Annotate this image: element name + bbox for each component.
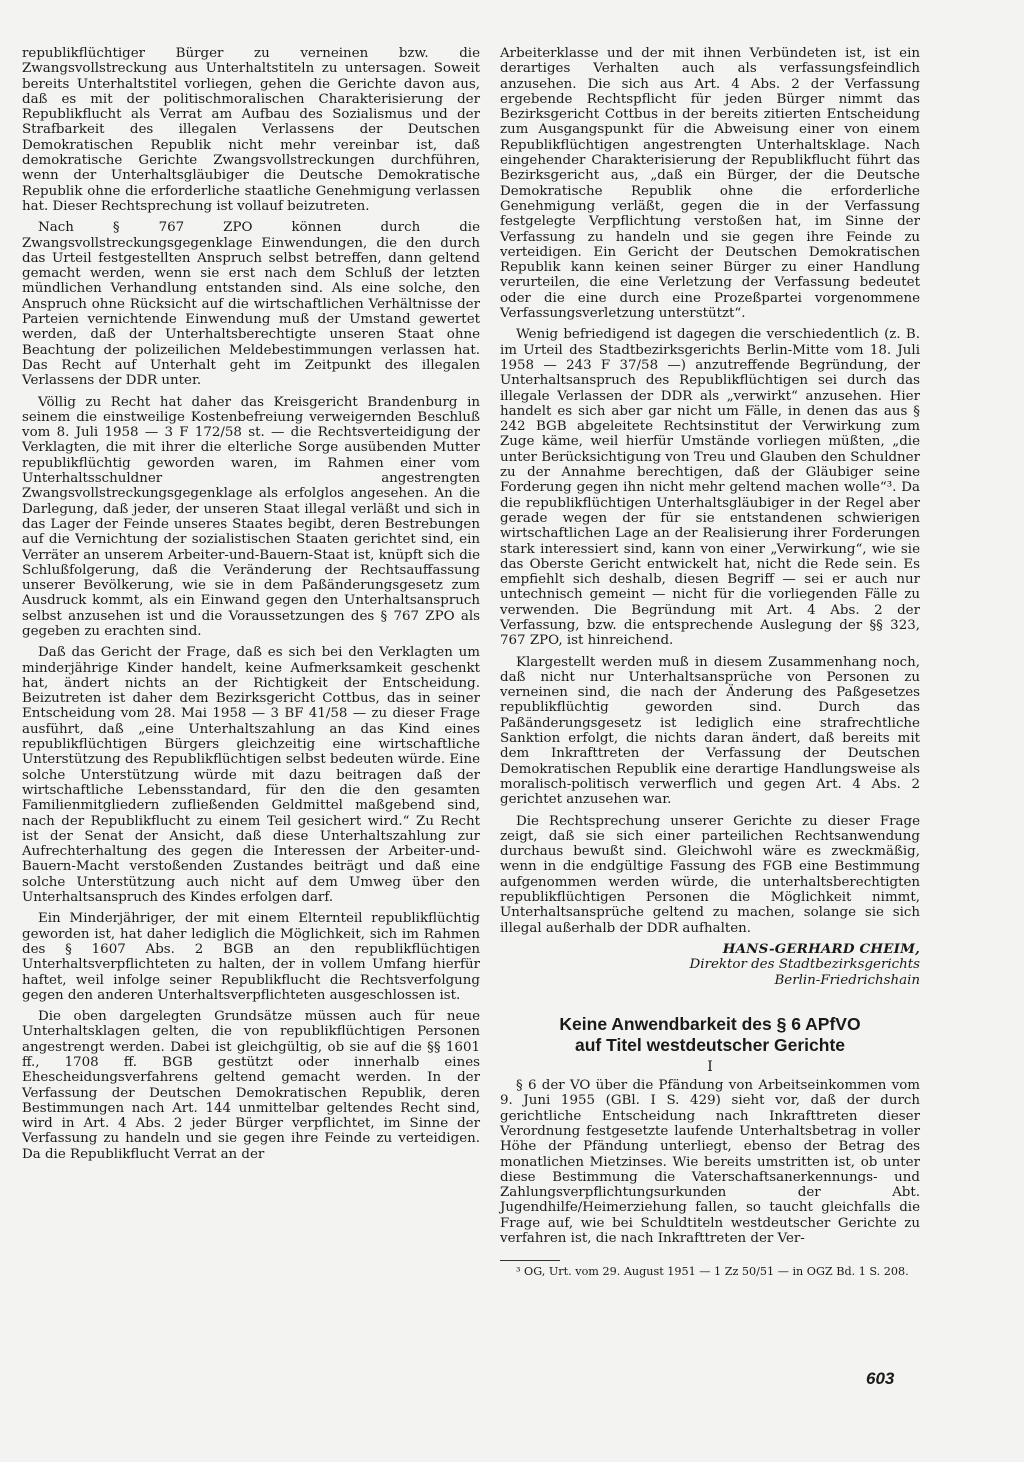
footnote-divider — [500, 1260, 560, 1261]
section-heading-line: auf Titel westdeutscher Gerichte — [574, 1034, 846, 1055]
paragraph: Nach § 767 ZPO können durch die Zwangsvollstreckungsgegenklage Einwendungen, die den durch das Urteil festgestellten Anspruch selbst betreffen, dann geltend gemacht werden, wenn sie erst nach dem Schluß der letzten mündlichen Verhandlung entstanden sind. Als eine solche, den Anspruch ohne Rücksicht auf die wirtschaftlichen Verhältnisse der Parteien vernichtende Einwendung muß der Umstand gewertet werden, daß der Unterhaltsberechtigte unseren Staat ohne Beachtung der polizeilichen Meldebestimmungen verlassen hat. Das Recht auf Unterhalt geht im Zeitpunkt des illegalen Verlassens der DDR unter. — [22, 220, 480, 389]
paragraph: Die oben dargelegten Grundsätze müssen auch für neue Unterhaltsklagen gelten, die von republikflüchtigen Personen angestrengt werden. Dabei ist gleichgültig, ob sie auf die §§ 1601 ff., 1708 ff. BGB gestützt oder innerhalb eines Ehescheidungsverfahrens geltend gemacht werden. In der Verfassung der Deutschen Demokratischen Republik, deren Bestimmungen nach Art. 144 unmittelbar geltendes Recht sind, wird in Art. 4 Abs. 2 jeder Bürger verpflichtet, im Sinne der Verfassung zu handeln und sie gegen ihre Feinde zu verteidigen. Da die Republikflucht Verrat an der — [22, 1009, 480, 1162]
section-heading — [500, 1014, 920, 1056]
paragraph: Arbeiterklasse und der mit ihnen Verbündeten ist, ist ein derartiges Verhalten auch als verfassungsfeindlich anzusehen. Die sich aus Art. 4 Abs. 2 der Verfassung ergebende Rechtspflicht für jeden Bürger nimmt das Bezirksgericht Cottbus in der bereits zitierten Entscheidung zum Ausgangspunkt für die Abweisung einer von einem Republikflüchtigen angestrengten Unterhaltsklage. Nach eingehender Charakterisierung der Republikflucht führt das Bezirksgericht aus, „daß ein Bürger, der die Deutsche Demokratische Republik ohne die erforderliche Genehmigung verläßt, gegen die in der Verfassung festgelegte Verpflichtung verstoßen hat, im Sinne der Verfassung zu handeln und sie gegen ihre Feinde zu verteidigen. Ein Gericht der Deutschen Demokratischen Republik kann keinen seiner Bürger zu einer Handlung verurteilen, die eine Verletzung der Verfassung bedeutet oder die eine durch eine Prozeßpartei vorgenommene Verfassungsverletzung unterstützt“. — [500, 46, 920, 322]
paragraph: § 6 der VO über die Pfändung von Arbeitseinkommen vom 9. Juni 1955 (GBl. I S. 429) sieht vor, daß der durch gerichtliche Entscheidung nach Inkrafttreten dieser Verordnung festgesetzte laufende Unterhaltsbetrag in voller Höhe der Pfändung unterliegt, ebenso der Betrag des monatlichen Mietzinses. Wie bereits umstritten ist, ob unter diese Bestimmung die Vaterschaftsanerkennungs- und Zahlungsverpflichtungsurkunden der Abt. Jugendhilfe/Heimerziehung fallen, so taucht gleichfalls die Frage auf, wie bei Schuldtiteln westdeutscher Gerichte zu verfahren ist, die nach Inkrafttreten der Ver- — [500, 1078, 920, 1247]
paragraph: Wenig befriedigend ist dagegen die verschiedentlich (z. B. im Urteil des Stadtbezirksgerichts Berlin-Mitte vom 18. Juli 1958 — 243 F 37/58 —) anzutreffende Begründung, der Unterhaltsanspruch des Republikflüchtigen sei durch das illegale Verlassen der DDR als „verwirkt“ anzusehen. Hier handelt es sich aber gar nicht um Fälle, in denen das aus § 242 BGB abgeleitete Rechtsinstitut der Verwirkung zum Zuge käme, weil hierfür Umstände vorliegen müßten, „die unter Berücksichtigung von Treu und Glauben den Schuldner zu der Annahme berechtigen, daß der Gläubiger seine Forderung gegen ihn nicht mehr geltend machen wolle“³. Da die republikflüchtigen Unterhaltsgläubiger in der Regel aber gerade wegen der für sie entstandenen schwierigen wirtschaftlichen Lage an der Realisierung ihrer Forderungen stark interessiert sind, kann von einer „Verwirkung“, wie sie das Oberste Gericht entwickelt hat, nicht die Rede sein. Es empfiehlt sich deshalb, diesen Begriff — sei er auch nur untechnisch gemeint — nicht für die vorliegenden Fälle zu verwenden. Die Begründung mit Art. 4 Abs. 2 der Verfassung, bzw. die entsprechende Auslegung der §§ 323, 767 ZPO, ist hinreichend. — [500, 327, 920, 649]
page-number: 603 — [866, 1369, 895, 1388]
paragraph: republikflüchtiger Bürger zu verneinen bzw. die Zwangsvollstreckung aus Unterhaltstiteln zu untersagen. Soweit bereits Unterhaltstitel vorliegen, gehen die Gerichte davon aus, daß es mit der politischmoralischen Charakterisierung der Republikflucht als Verrat am Aufbau des Sozialismus und der Strafbarkeit des illegalen Verlassens der Deutschen Demokratischen Republik nicht mehr vereinbar ist, daß demokratische Gerichte Zwangsvollstreckungen durchführen, wenn der Unterhaltsgläubiger die Deutsche Demokratische Republik ohne die erforderliche staatliche Genehmigung verlassen hat. Dieser Rechtsprechung ist vollauf beizutreten. — [22, 46, 480, 214]
author-court: Berlin-Friedrichshain — [774, 972, 920, 988]
section-number: I — [707, 1058, 713, 1075]
author-signature — [500, 942, 920, 988]
paragraph: Klargestellt werden muß in diesem Zusammenhang noch, daß nicht nur Unterhaltsansprüche von Personen zu verneinen sind, die nach der Änderung des Paßgesetzes republikflüchtig geworden sind. Durch das Paßänderungsgesetz ist lediglich eine strafrechtliche Sanktion erfolgt, die nichts daran ändert, daß bereits mit dem Inkrafttreten der Verfassung der Deutschen Demokratischen Republik eine derartige Handlungsweise als moralisch-politisch verwerflich und gegen Art. 4 Abs. 2 gerichtet anzusehen war. — [500, 654, 920, 808]
right-column — [500, 46, 920, 1284]
paragraph: Die Rechtsprechung unserer Gerichte zu dieser Frage zeigt, daß sie sich einer parteilichen Rechtsanwendung durchaus bewußt sind. Gleichwohl wäre es zweckmäßig, wenn in die endgültige Fassung des FGB eine Bestimmung aufgenommen werden würde, die unterhaltsberechtigten republikflüchtigen Personen die Möglichkeit nimmt, Unterhaltsansprüche geltend zu machen, solange sie sich illegal außerhalb der DDR aufhalten. — [500, 813, 920, 936]
left-column — [22, 46, 480, 1168]
author-title: Direktor des Stadtbezirksgerichts — [689, 957, 920, 973]
paragraph: Völlig zu Recht hat daher das Kreisgericht Brandenburg in seinem die einstweilige Kostenbefreiung verweigernden Beschluß vom 8. Juli 1958 — 3 F 172/58 st. — die Rechtsverteidigung der Verklagten, die mit ihrer die elterliche Sorge ausübenden Mutter republikflüchtig geworden waren, im Rahmen einer vom Unterhaltsschuldner angestrengten Zwangsvollstreckungsgegenklage als erfolglos angesehen. An die Darlegung, daß jeder, der unseren Staat illegal verläßt und sich in das Lager der Feinde unseres Staates begibt, deren Bestrebungen auf die Vernichtung der sozialistischen Staaten gerichtet sind, ein Verräter an unserem Arbeiter-und-Bauern-Staat ist, knüpft sich die Schlußfolgerung, daß die Veränderung der Rechtsauffassung unserer Bevölkerung, wie sie in dem Paßänderungsgesetz zum Ausdruck kommt, als ein Einwand gegen den Unterhaltsanspruch selbst anzusehen ist und die Voraussetzungen des § 767 ZPO als gegeben zu erachten sind. — [22, 394, 480, 639]
footnote: ³ OG, Urt. vom 29. August 1951 — 1 Zz 50/51 — in OGZ Bd. 1 S. 208. — [516, 1265, 909, 1279]
author-name: HANS-GERHARD CHEIM, — [722, 940, 920, 957]
section-heading-line: Keine Anwendbarkeit des § 6 APfVO — [559, 1013, 861, 1034]
paragraph: Daß das Gericht der Frage, daß es sich bei den Verklagten um minderjährige Kinder handelt, keine Aufmerksamkeit geschenkt hat, ändert nichts an der Richtigkeit der Entscheidung. Beizutreten ist daher dem Bezirksgericht Cottbus, das in seiner Entscheidung vom 28. Mai 1958 — 3 BF 41/58 — zu dieser Frage ausführt, daß „eine Unterhaltszahlung an das Kind eines republikflüchtigen Bürgers gleichzeitig eine wirtschaftliche Unterstützung des Republikflüchtigen selbst bedeuten würde. Eine solche Unterstützung würde mit dazu beitragen daß der wirtschaftliche Lebensstandard, für den die den gesamten Familienmitgliedern zufließenden Geldmittel maßgebend sind, nach der Republikflucht zu einem Teil gesichert wird.“ Zu Recht ist der Senat der Ansicht, daß diese Unterhaltszahlung zur Aufrechterhaltung des gegen die Interessen der Arbeiter-und-Bauern-Macht verstoßenden Zustandes beiträgt und daß eine solche Unterstützung auch nicht auf dem Umweg über den Unterhaltsanspruch des Kindes erfolgen darf. — [22, 645, 480, 906]
paragraph: Ein Minderjähriger, der mit einem Elternteil republikflüchtig geworden ist, hat daher lediglich die Möglichkeit, sich im Rahmen des § 1607 Abs. 2 BGB an den republikflüchtigen Unterhaltsverpflichteten zu halten, der in vollem Umfang hierfür haftet, weil infolge seiner Republikflucht die Rechtsverfolgung gegen den anderen Unterhaltsverpflichteten ausgeschlossen ist. — [22, 911, 480, 1003]
